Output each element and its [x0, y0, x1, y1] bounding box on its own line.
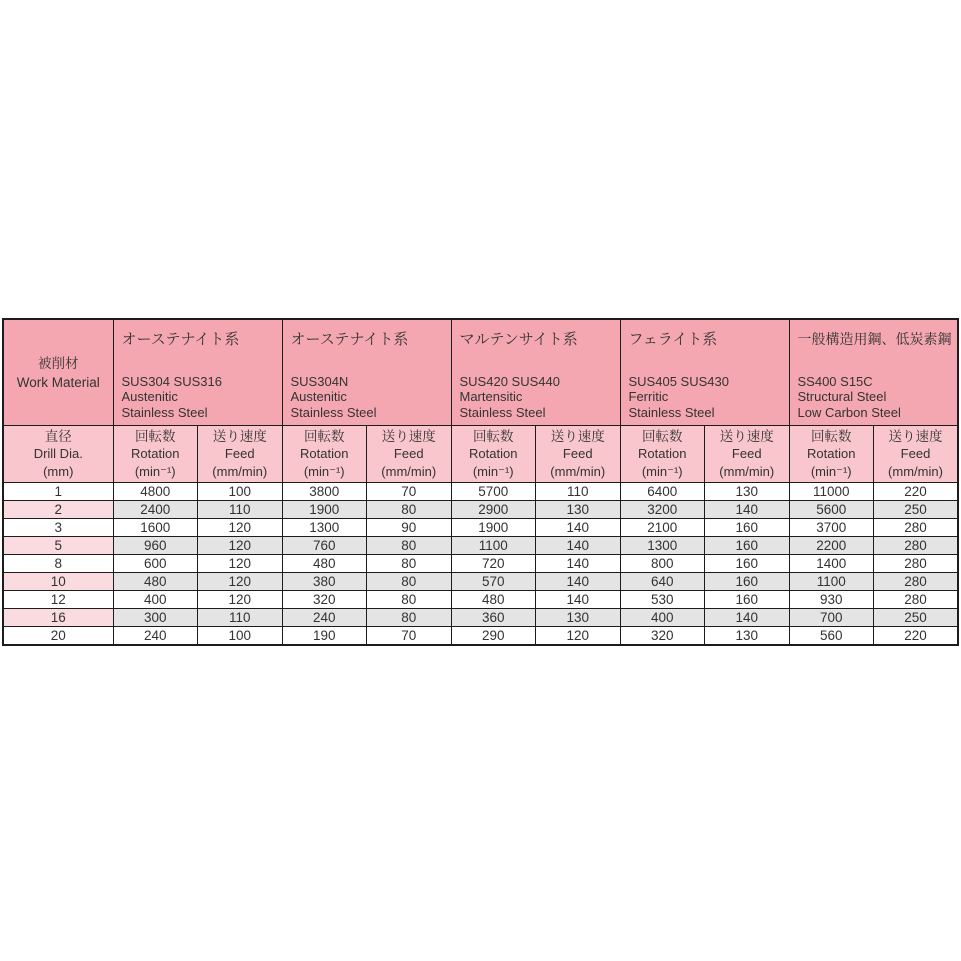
material-grades: SUS304 SUS316	[121, 373, 222, 389]
value-cell: 120	[198, 555, 283, 573]
value-cell: 140	[536, 573, 621, 591]
value-cell: 530	[620, 591, 705, 609]
value-cell: 220	[874, 483, 959, 501]
value-cell: 70	[367, 483, 452, 501]
value-cell: 140	[536, 519, 621, 537]
value-cell: 320	[282, 591, 367, 609]
value-cell: 1300	[620, 537, 705, 555]
value-cell: 2100	[620, 519, 705, 537]
value-cell: 1400	[789, 555, 874, 573]
material-type-line2: Low Carbon Steel	[797, 404, 901, 420]
value-cell: 6400	[620, 483, 705, 501]
table-row	[3, 555, 958, 573]
value-cell: 160	[705, 519, 790, 537]
value-cell: 120	[198, 573, 283, 591]
drill-dia-cell: 5	[3, 537, 113, 555]
work-material-label-ja: 被削材	[38, 355, 79, 371]
value-cell: 1300	[282, 519, 367, 537]
material-type-line1: Ferritic	[628, 389, 669, 404]
value-cell: 1100	[451, 537, 536, 555]
col-label-ja: 回転数	[135, 428, 176, 444]
value-cell: 400	[620, 609, 705, 627]
drill-dia-column-header	[3, 426, 113, 483]
col-label-en: Rotation	[131, 446, 180, 462]
material-type-line1: Martensitic	[459, 389, 523, 404]
value-cell: 5700	[451, 483, 536, 501]
value-cell: 11000	[789, 483, 874, 501]
value-cell: 930	[789, 591, 874, 609]
drill-dia-cell: 1	[3, 483, 113, 501]
material-group-structural	[789, 319, 958, 426]
material-group-title: マルテンサイト系	[459, 331, 578, 348]
col-label-ja: 送り速度	[550, 428, 605, 444]
value-cell: 120	[198, 519, 283, 537]
value-cell: 760	[282, 537, 367, 555]
value-cell: 280	[874, 519, 959, 537]
value-cell: 400	[113, 591, 198, 609]
value-cell: 80	[367, 555, 452, 573]
value-cell: 130	[536, 609, 621, 627]
value-cell: 130	[705, 627, 790, 646]
table-row	[3, 591, 958, 609]
col-label-en: Rotation	[300, 446, 349, 462]
column-header-row	[3, 426, 958, 483]
table-row	[3, 573, 958, 591]
value-cell: 190	[282, 627, 367, 646]
col-label-ja: 直径	[44, 428, 72, 444]
col-label-en: Feed	[731, 446, 762, 462]
drill-dia-cell: 20	[3, 627, 113, 646]
table-body	[3, 483, 958, 646]
drill-dia-cell: 10	[3, 573, 113, 591]
value-cell: 130	[705, 483, 790, 501]
value-cell: 480	[451, 591, 536, 609]
drilling-conditions-table	[2, 318, 959, 646]
rotation-column-header	[113, 426, 198, 483]
value-cell: 160	[705, 537, 790, 555]
value-cell: 140	[536, 591, 621, 609]
work-material-label-en: Work Material	[16, 374, 100, 390]
value-cell: 120	[198, 591, 283, 609]
material-group-ferritic	[620, 319, 789, 426]
value-cell: 160	[705, 555, 790, 573]
value-cell: 960	[113, 537, 198, 555]
col-label-unit: (mm)	[43, 463, 74, 479]
value-cell: 80	[367, 573, 452, 591]
value-cell: 2200	[789, 537, 874, 555]
value-cell: 140	[705, 609, 790, 627]
material-grades: SS400 S15C	[797, 373, 873, 389]
material-group-title: オーステナイト系	[290, 331, 409, 348]
drill-dia-cell: 16	[3, 609, 113, 627]
col-label-en: Feed	[562, 446, 593, 462]
value-cell: 80	[367, 501, 452, 519]
table-row	[3, 519, 958, 537]
value-cell: 240	[113, 627, 198, 646]
value-cell: 160	[705, 591, 790, 609]
material-type-line1: Austenitic	[121, 389, 178, 404]
col-label-unit: (min⁻¹)	[810, 463, 852, 479]
value-cell: 2900	[451, 501, 536, 519]
value-cell: 140	[536, 555, 621, 573]
col-label-en: Rotation	[638, 446, 687, 462]
material-group-martensitic	[451, 319, 620, 426]
material-type-line2: Stainless Steel	[121, 404, 208, 420]
value-cell: 2400	[113, 501, 198, 519]
value-cell: 280	[874, 537, 959, 555]
value-cell: 100	[198, 627, 283, 646]
value-cell: 80	[367, 537, 452, 555]
value-cell: 1100	[789, 573, 874, 591]
material-group-title: オーステナイト系	[121, 331, 240, 348]
table-row	[3, 501, 958, 519]
material-group-austenitic-sus304n	[282, 319, 451, 426]
value-cell: 240	[282, 609, 367, 627]
drill-dia-cell: 2	[3, 501, 113, 519]
value-cell: 3200	[620, 501, 705, 519]
material-type-line1: Structural Steel	[797, 389, 887, 404]
col-label-unit: (min⁻¹)	[641, 463, 683, 479]
value-cell: 3700	[789, 519, 874, 537]
value-cell: 80	[367, 591, 452, 609]
col-label-en: Rotation	[469, 446, 518, 462]
col-label-ja: 送り速度	[888, 428, 943, 444]
value-cell: 560	[789, 627, 874, 646]
value-cell: 300	[113, 609, 198, 627]
material-type-line2: Stainless Steel	[628, 404, 715, 420]
col-label-unit: (mm/min)	[550, 463, 606, 479]
value-cell: 480	[113, 573, 198, 591]
material-type-line2: Stainless Steel	[459, 404, 546, 420]
value-cell: 250	[874, 501, 959, 519]
col-label-en: Feed	[393, 446, 424, 462]
value-cell: 320	[620, 627, 705, 646]
value-cell: 160	[705, 573, 790, 591]
value-cell: 130	[536, 501, 621, 519]
col-label-unit: (mm/min)	[381, 463, 437, 479]
material-type-line2: Stainless Steel	[290, 404, 377, 420]
value-cell: 700	[789, 609, 874, 627]
value-cell: 640	[620, 573, 705, 591]
value-cell: 280	[874, 591, 959, 609]
material-grades: SUS420 SUS440	[459, 373, 560, 389]
col-label-en: Feed	[224, 446, 255, 462]
value-cell: 480	[282, 555, 367, 573]
value-cell: 570	[451, 573, 536, 591]
value-cell: 290	[451, 627, 536, 646]
value-cell: 140	[536, 537, 621, 555]
col-label-ja: 送り速度	[212, 428, 267, 444]
value-cell: 120	[198, 537, 283, 555]
feed-column-header	[536, 426, 621, 483]
rotation-column-header	[789, 426, 874, 483]
rotation-column-header	[451, 426, 536, 483]
col-label-unit: (min⁻¹)	[134, 463, 176, 479]
col-label-unit: (min⁻¹)	[472, 463, 514, 479]
table-row	[3, 483, 958, 501]
value-cell: 380	[282, 573, 367, 591]
value-cell: 250	[874, 609, 959, 627]
value-cell: 600	[113, 555, 198, 573]
value-cell: 1900	[451, 519, 536, 537]
col-label-unit: (mm/min)	[719, 463, 775, 479]
value-cell: 4800	[113, 483, 198, 501]
drill-dia-cell: 8	[3, 555, 113, 573]
rotation-column-header	[282, 426, 367, 483]
value-cell: 100	[198, 483, 283, 501]
feed-column-header	[874, 426, 959, 483]
value-cell: 3800	[282, 483, 367, 501]
col-label-en: Rotation	[807, 446, 856, 462]
value-cell: 110	[536, 483, 621, 501]
col-label-ja: 送り速度	[381, 428, 436, 444]
table-row	[3, 609, 958, 627]
work-material-header	[3, 319, 113, 426]
value-cell: 360	[451, 609, 536, 627]
drill-dia-cell: 3	[3, 519, 113, 537]
feed-column-header	[705, 426, 790, 483]
rotation-column-header	[620, 426, 705, 483]
value-cell: 1600	[113, 519, 198, 537]
col-label-ja: 回転数	[811, 428, 852, 444]
value-cell: 140	[705, 501, 790, 519]
col-label-en: Drill Dia.	[33, 446, 83, 462]
col-label-unit: (min⁻¹)	[303, 463, 345, 479]
value-cell: 720	[451, 555, 536, 573]
col-label-ja: 回転数	[473, 428, 514, 444]
value-cell: 800	[620, 555, 705, 573]
value-cell: 120	[536, 627, 621, 646]
value-cell: 80	[367, 609, 452, 627]
material-header-row	[3, 319, 958, 426]
value-cell: 70	[367, 627, 452, 646]
value-cell: 5600	[789, 501, 874, 519]
col-label-ja: 送り速度	[719, 428, 774, 444]
material-type-line1: Austenitic	[290, 389, 347, 404]
col-label-ja: 回転数	[642, 428, 683, 444]
value-cell: 110	[198, 501, 283, 519]
value-cell: 1900	[282, 501, 367, 519]
col-label-en: Feed	[900, 446, 931, 462]
value-cell: 280	[874, 573, 959, 591]
material-group-title: フェライト系	[628, 331, 718, 348]
col-label-ja: 回転数	[304, 428, 345, 444]
value-cell: 220	[874, 627, 959, 646]
value-cell: 280	[874, 555, 959, 573]
table-row	[3, 537, 958, 555]
material-group-title: 一般構造用鋼、低炭素鋼	[797, 331, 952, 347]
value-cell: 90	[367, 519, 452, 537]
col-label-unit: (mm/min)	[888, 463, 943, 479]
col-label-unit: (mm/min)	[212, 463, 268, 479]
material-grades: SUS405 SUS430	[628, 373, 729, 389]
drill-dia-cell: 12	[3, 591, 113, 609]
material-group-austenitic-sus304	[113, 319, 282, 426]
table-row	[3, 627, 958, 646]
material-grades: SUS304N	[290, 373, 349, 389]
value-cell: 110	[198, 609, 283, 627]
feed-column-header	[367, 426, 452, 483]
feed-column-header	[198, 426, 283, 483]
